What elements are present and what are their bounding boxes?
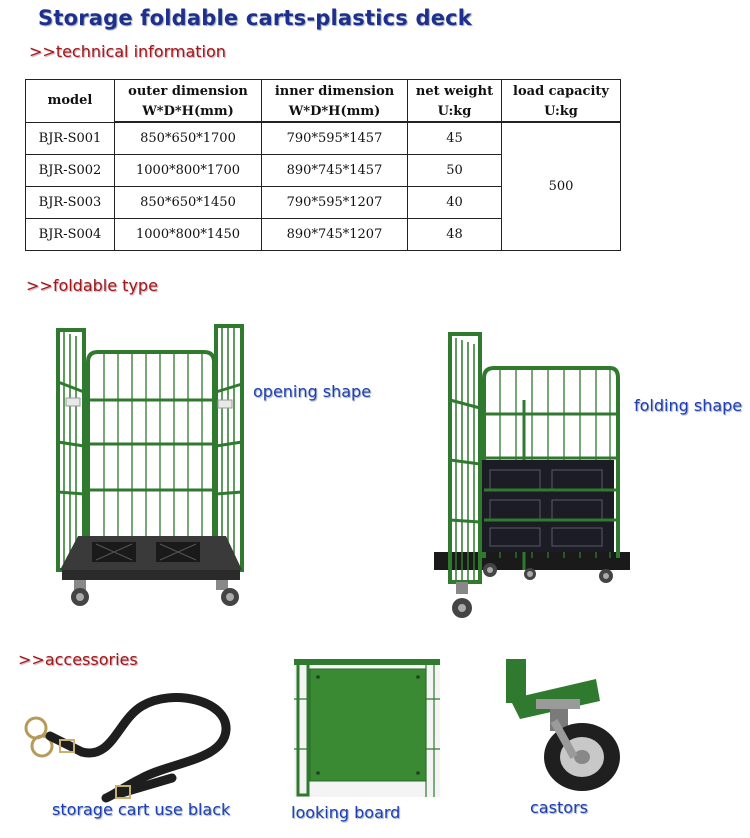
header-weight-unit: U:kg (408, 102, 502, 122)
castor-image (500, 659, 630, 795)
table-row (26, 122, 621, 155)
header-outer: outer dimension (115, 80, 262, 103)
header-load: load capacity (502, 80, 621, 103)
cell-inner: 790*595*1207 (262, 187, 408, 219)
caption-looking-board: looking board (291, 803, 401, 822)
caption-folding-shape: folding shape (634, 396, 743, 415)
opening-cart-image (52, 322, 248, 612)
cell-weight: 48 (408, 219, 502, 251)
header-weight: net weight (408, 80, 502, 103)
cell-model: BJR-S003 (26, 187, 115, 219)
header-outer-unit: W*D*H(mm) (115, 102, 262, 122)
cell-inner: 890*745*1457 (262, 155, 408, 187)
section-accessories-heading: >>accessories (18, 650, 138, 669)
header-model: model (26, 80, 115, 123)
section-technical-heading: >>technical information (29, 42, 226, 61)
header-inner: inner dimension (262, 80, 408, 103)
page-title: Storage foldable carts-plastics deck (38, 6, 472, 30)
cell-outer: 850*650*1700 (115, 122, 262, 155)
header-load-unit: U:kg (502, 102, 621, 122)
board-image (294, 659, 440, 797)
cell-model: BJR-S004 (26, 219, 115, 251)
cell-weight: 50 (408, 155, 502, 187)
caption-opening-shape: opening shape (253, 382, 372, 401)
header-inner-unit: W*D*H(mm) (262, 102, 408, 122)
cell-load-capacity: 500 (502, 122, 621, 251)
caption-castors: castors (530, 798, 588, 817)
caption-strap: storage cart use black (52, 800, 231, 819)
cell-outer: 1000*800*1450 (115, 219, 262, 251)
section-foldable-heading: >>foldable type (26, 276, 158, 295)
cell-outer: 1000*800*1700 (115, 155, 262, 187)
cell-weight: 40 (408, 187, 502, 219)
cell-weight: 45 (408, 122, 502, 155)
cell-model: BJR-S002 (26, 155, 115, 187)
cell-inner: 790*595*1457 (262, 122, 408, 155)
cell-model: BJR-S001 (26, 122, 115, 155)
spec-table (25, 79, 621, 251)
folding-cart-image (434, 330, 630, 626)
strap-image (22, 690, 232, 802)
cell-outer: 850*650*1450 (115, 187, 262, 219)
cell-inner: 890*745*1207 (262, 219, 408, 251)
